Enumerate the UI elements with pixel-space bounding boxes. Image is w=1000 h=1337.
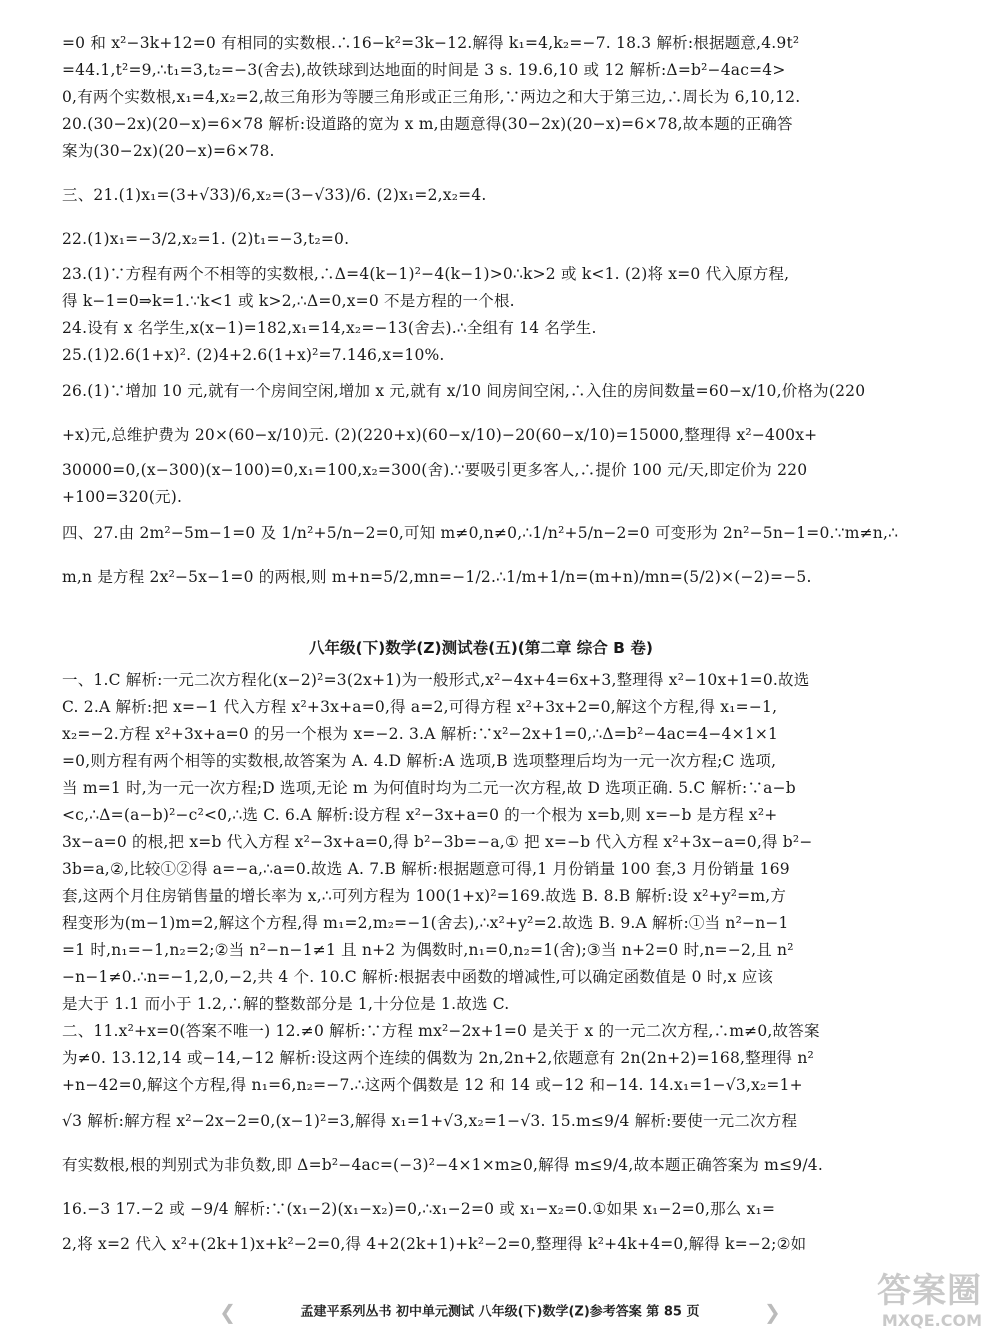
text-line: =0,则方程有两个相等的实数根,故答案为 A. 4.D 解析:A 选项,B 选项整理后均为一元一次方程;C 选项,	[62, 752, 777, 770]
text-line: 得 k−1=0⇒k=1.∵k<1 或 k>2,∴Δ=0,x=0 不是方程的一个根.	[62, 292, 515, 310]
text-line: 案为(30−2x)(20−x)=6×78.	[62, 142, 275, 160]
text-line: 有实数根,根的判别式为非负数,即 Δ=b²−4ac=(−3)²−4×1×m≥0,解得 m≤9/4,故本题正确答案为 m≤9/4.	[62, 1156, 823, 1174]
text-line: C. 2.A 解析:把 x=−1 代入方程 x²+3x+a=0,得 a=2,可得方程 x²+3x+2=0,解这个方程,得 x₁=−1,	[62, 698, 778, 716]
text-line: 2,将 x=2 代入 x²+(2k+1)x+k²−2=0,得 4+2(2k+1)+k²−2=0,整理得 k²+4k+4=0,解得 k=−2;②如	[62, 1235, 807, 1253]
text-line: =1 时,n₁=−1,n₂=2;②当 n²−n−1≠1 且 n+2 为偶数时,n₁=0,n₂=1(舍);③当 n+2=0 时,n=−2,且 n²	[62, 941, 794, 959]
block-b	[62, 667, 900, 1258]
text-line: 22.(1)x₁=−3/2,x₂=1. (2)t₁=−3,t₂=0.	[62, 230, 350, 248]
text-line: =0 和 x²−3k+12=0 有相同的实数根.∴16−k²=3k−12.解得 k₁=4,k₂=−7. 18.3 解析:根据题意,4.9t²	[62, 34, 800, 52]
text-line: 3b=a,②,比较①②得 a=−a,∴a=0.故选 A. 7.B 解析:根据题意可得,1 月份销量 100 套,3 月份销量 169	[62, 860, 790, 878]
text-line: 三、21.(1)x₁=(3+√33)/6,x₂=(3−√33)/6. (2)x₁=2,x₂=4.	[62, 186, 487, 204]
text-line: m,n 是方程 2x²−5x−1=0 的两根,则 m+n=5/2,mn=−1/2.∴1/m+1/n=(m+n)/mn=(5/2)×(−2)=−5.	[62, 568, 812, 586]
left-ornament-icon: ❮	[219, 1300, 236, 1324]
text-line: 23.(1)∵方程有两个不相等的实数根,∴Δ=4(k−1)²−4(k−1)>0∴k>2 或 k<1. (2)将 x=0 代入原方程,	[62, 265, 790, 283]
text-line: 一、1.C 解析:一元二次方程化(x−2)²=3(2x+1)为一般形式,x²−4x+4=6x+3,整理得 x²−10x+1=0.故选	[62, 671, 810, 689]
text-line: −n−1≠0.∴n=−1,2,0,−2,共 4 个. 10.C 解析:根据表中函数的增减性,可以确定函数值是 0 时,x 应该	[62, 968, 774, 986]
text-line: 25.(1)2.6(1+x)². (2)4+2.6(1+x)²=7.146,x=10%.	[62, 346, 445, 364]
text-line: +n−42=0,解这个方程,得 n₁=6,n₂=−7.∴这两个偶数是 12 和 14 或−12 和−14. 14.x₁=1−√3,x₂=1+	[62, 1076, 803, 1094]
text-line: 24.设有 x 名学生,x(x−1)=182,x₁=14,x₂=−13(舍去).∴全组有 14 名学生.	[62, 319, 597, 337]
text-line: 二、11.x²+x=0(答案不唯一) 12.≠0 解析:∵方程 mx²−2x+1=0 是关于 x 的一元二次方程,∴m≠0,故答案	[62, 1022, 820, 1040]
text-line: 16.−3 17.−2 或 −9/4 解析:∵(x₁−2)(x₁−x₂)=0,∴x₁−2=0 或 x₁−x₂=0.①如果 x₁−2=0,那么 x₁=	[62, 1200, 776, 1218]
text-line: <c,∴Δ=(a−b)²−c²<0,∴选 C. 6.A 解析:设方程 x²−3x+a=0 的一个根为 x=b,则 x=−b 是方程 x²+	[62, 806, 778, 824]
text-line: √3 解析:解方程 x²−2x−2=0,(x−1)²=3,解得 x₁=1+√3,x₂=1−√3. 15.m≤9/4 解析:要使一元二次方程	[62, 1112, 798, 1130]
text-line: 四、27.由 2m²−5m−1=0 及 1/n²+5/n−2=0,可知 m≠0,n≠0,∴1/n²+5/n−2=0 可变形为 2n²−5n−1=0.∵m≠n,∴	[62, 524, 899, 542]
answer-page	[62, 30, 900, 1258]
block-top	[62, 30, 900, 165]
text-line: x₂=−2.方程 x²+3x+a=0 的另一个根为 x=−2. 3.A 解析:∵x²−2x+1=0,∴Δ=b²−4ac=4−4×1×1	[62, 725, 779, 743]
watermark-logo	[852, 1271, 982, 1329]
text-line: 程变形为(m−1)m=2,解这个方程,得 m₁=2,m₂=−1(舍去),∴x²+y²=2.故选 B. 9.A 解析:①当 n²−n−1	[62, 914, 789, 932]
text-line: 为≠0. 13.12,14 或−14,−12 解析:设这两个连续的偶数为 2n,2n+2,依题意有 2n(2n+2)=168,整理得 n²	[62, 1049, 814, 1067]
watermark-text: 答案圈	[877, 1271, 982, 1311]
text-line: +x)元,总维护费为 20×(60−x/10)元. (2)(220+x)(60−x/10)−20(60−x/10)=15000,整理得 x²−400x+	[62, 426, 818, 444]
text-line: 当 m=1 时,为一元一次方程;D 选项,无论 m 为何值时均为二元一次方程,故 D 选项正确. 5.C 解析:∵a−b	[62, 779, 796, 797]
text-line: 套,这两个月住房销售量的增长率为 x,∴可列方程为 100(1+x)²=169.故选 B. 8.B 解析:设 x²+y²=m,方	[62, 887, 787, 905]
text-line: 26.(1)∵增加 10 元,就有一个房间空闲,增加 x 元,就有 x/10 间房间空闲,∴入住的房间数量=60−x/10,价格为(220	[62, 382, 866, 400]
text-line: 3x−a=0 的根,把 x=b 代入方程 x²−3x+a=0,得 b²−3b=−a,① 把 x=−b 代入方程 x²+3x−a=0,得 b²−	[62, 833, 813, 851]
page-footer	[0, 1300, 1000, 1324]
text-line: 20.(30−2x)(20−x)=6×78 解析:设道路的宽为 x m,由题意得(30−2x)(20−x)=6×78,故本题的正确答	[62, 115, 793, 133]
footer-text: 孟建平系列丛书 初中单元测试 八年级(下)数学(Z)参考答案 第 85 页	[300, 1304, 700, 1320]
section-title: 八年级(下)数学(Z)测试卷(五)(第二章 综合 B 卷)	[309, 639, 653, 657]
text-line: 30000=0,(x−300)(x−100)=0,x₁=100,x₂=300(舍).∵要吸引更多客人,∴提价 100 元/天,即定价为 220	[62, 461, 808, 479]
text-line: 0,有两个实数根,x₁=4,x₂=2,故三角形为等腰三角形或正三角形,∵两边之和大于第三边,∴周长为 6,10,12.	[62, 88, 801, 106]
text-line: 是大于 1.1 而小于 1.2,∴解的整数部分是 1,十分位是 1.故选 C.	[62, 995, 510, 1013]
block-mid	[62, 173, 900, 599]
right-ornament-icon: ❯	[763, 1300, 781, 1324]
text-line: +100=320(元).	[62, 488, 183, 506]
text-line: =44.1,t²=9,∴t₁=3,t₂=−3(舍去),故铁球到达地面的时间是 3 s. 19.6,10 或 12 解析:Δ=b²−4ac=4>	[62, 61, 786, 79]
watermark-url: MXQE.COM	[881, 1311, 982, 1330]
